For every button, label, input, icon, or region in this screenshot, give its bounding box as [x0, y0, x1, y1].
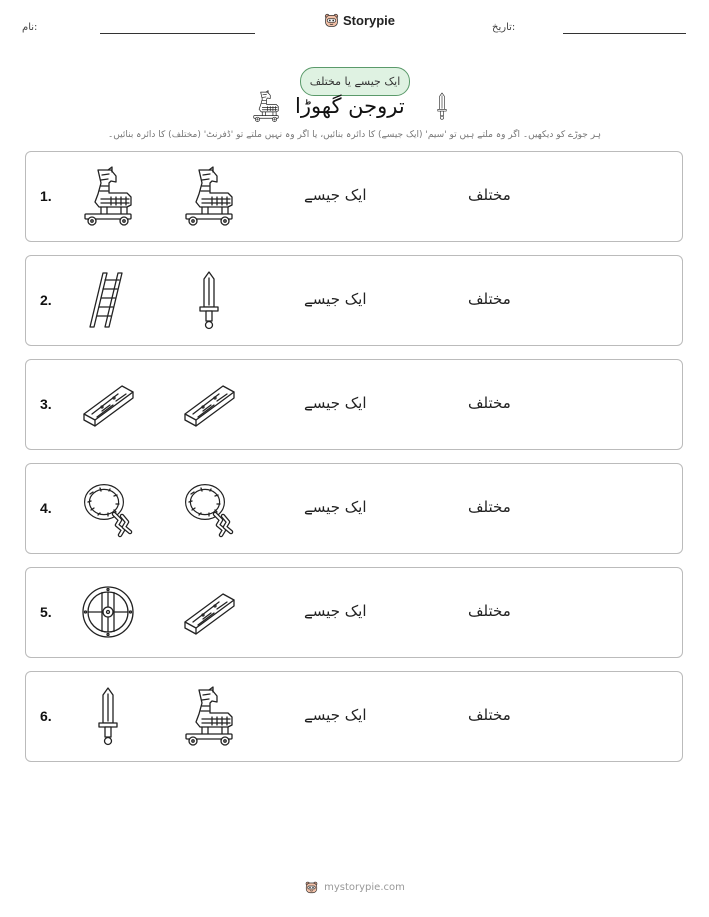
- ladder-icon: [78, 270, 138, 330]
- option-different[interactable]: مختلف: [468, 290, 511, 308]
- brand-name: Storypie: [343, 13, 396, 28]
- trojan-horse-icon: [250, 90, 282, 122]
- option-different[interactable]: مختلف: [468, 602, 511, 620]
- storypie-mascot-icon: [323, 12, 340, 29]
- footer: [0, 880, 709, 895]
- sword-icon: [78, 686, 138, 746]
- question-row: [25, 567, 683, 658]
- option-different[interactable]: مختلف: [468, 394, 511, 412]
- option-same[interactable]: ایک جیسے: [304, 186, 367, 204]
- row-number: 3.: [40, 396, 52, 412]
- option-same[interactable]: ایک جیسے: [304, 706, 367, 724]
- row-number: 5.: [40, 604, 52, 620]
- option-same[interactable]: ایک جیسے: [304, 394, 367, 412]
- name-line: [100, 33, 255, 34]
- footer-url: mystorypie.com: [324, 882, 405, 893]
- storypie-mascot-icon: [304, 880, 319, 895]
- option-same[interactable]: ایک جیسے: [304, 498, 367, 516]
- wood-plank-icon: [78, 374, 138, 434]
- option-different[interactable]: مختلف: [468, 498, 511, 516]
- date-line: [563, 33, 686, 34]
- sword-icon: [428, 92, 456, 120]
- row-number: 2.: [40, 292, 52, 308]
- option-same[interactable]: ایک جیسے: [304, 602, 367, 620]
- date-label: تاریخ:: [492, 22, 516, 33]
- row-number: 6.: [40, 708, 52, 724]
- rope-icon: [78, 478, 138, 538]
- question-row: [25, 151, 683, 242]
- row-number: 1.: [40, 188, 52, 204]
- sword-icon: [179, 270, 239, 330]
- rope-icon: [179, 478, 239, 538]
- wood-plank-icon: [179, 582, 239, 642]
- question-row: [25, 255, 683, 346]
- trojan-horse-icon: [179, 166, 239, 226]
- question-row: [25, 671, 683, 762]
- trojan-horse-icon: [179, 686, 239, 746]
- option-different[interactable]: مختلف: [468, 706, 511, 724]
- trojan-horse-icon: [78, 166, 138, 226]
- question-row: [25, 463, 683, 554]
- worksheet-header: [0, 0, 709, 50]
- shield-icon: [78, 582, 138, 642]
- name-label: نام:: [22, 22, 38, 33]
- wood-plank-icon: [179, 374, 239, 434]
- instructions: ہر جوڑے کو دیکھیں۔ اگر وہ ملتے ہیں تو 'سیم' (ایک جیسے) کا دائرہ بنائیں، یا اگر وہ نہیں ملتے تو 'ڈفرنٹ' (مختلف) کا دائرہ بنائیں۔: [108, 130, 601, 140]
- page-title: تروجن گھوڑا: [295, 94, 405, 118]
- question-row: [25, 359, 683, 450]
- title-row: [250, 90, 460, 126]
- row-number: 4.: [40, 500, 52, 516]
- option-same[interactable]: ایک جیسے: [304, 290, 367, 308]
- storypie-logo: [323, 12, 395, 29]
- topic-pill-label: ایک جیسے یا مختلف: [309, 75, 401, 88]
- option-different[interactable]: مختلف: [468, 186, 511, 204]
